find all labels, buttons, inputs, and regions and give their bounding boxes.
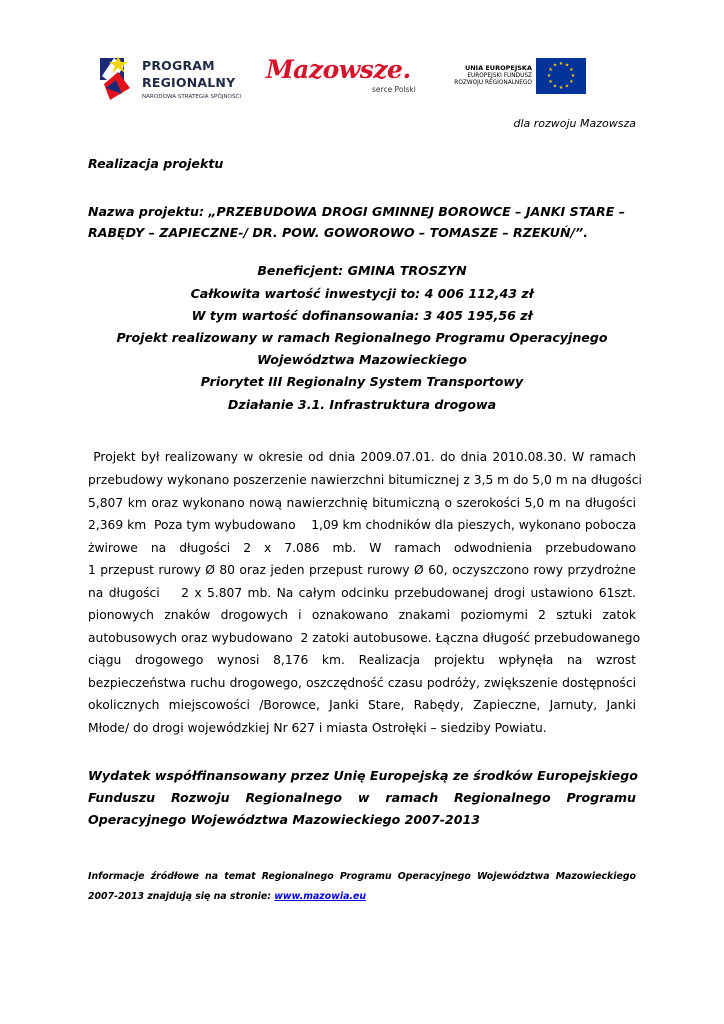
program-line: Projekt realizowany w ramach Regionalnego Programu Operacyjnego bbox=[116, 330, 608, 345]
body-line: na długości 2 x 5.807 mb. Na całym odcinku przebudowanej drogi ustawiono 61szt. bbox=[88, 586, 636, 600]
svg-text:★: ★ bbox=[564, 62, 570, 69]
body-line: 2,369 km Poza tym wybudowano 1,09 km chodników dla pieszych, wykonano pobocza bbox=[88, 518, 637, 532]
program-regionalny-emblem-icon bbox=[100, 54, 140, 104]
body-line: przebudowy wykonano poszerzenie nawierzchni bitumicznej z 3,5 m do 5,0 m na długości bbox=[88, 473, 642, 487]
beneficiary: Beneficjent: GMINA TROSZYN bbox=[257, 263, 467, 278]
measure-line: Działanie 3.1. Infrastruktura drogowa bbox=[227, 397, 497, 412]
svg-text:★: ★ bbox=[548, 67, 553, 73]
svg-text:★: ★ bbox=[569, 79, 574, 85]
svg-text:★: ★ bbox=[570, 73, 576, 79]
body-line: ciągu drogowego wynosi 8,176 km. Realizacja projektu wpłynęła na wzrost bbox=[88, 653, 636, 667]
body-line: okolicznych miejscowości /Borowce, Janki Stare, Rabędy, Zapieczne, Jarnuty, Janki bbox=[88, 698, 636, 712]
svg-text:★: ★ bbox=[564, 83, 570, 90]
eu-logo-line1: UNIA EUROPEJSKA bbox=[464, 64, 532, 72]
eu-logo-line2: EUROPEJSKI FUNDUSZ bbox=[467, 73, 532, 79]
project-name-line: Nazwa projektu: „PRZEBUDOWA DROGI GMINNEJ BOROWCE – JANKI STARE – bbox=[88, 204, 626, 219]
program-line: Województwa Mazowieckiego bbox=[257, 352, 467, 367]
program-logo-line1: PROGRAM bbox=[142, 58, 215, 73]
project-name-line: RABĘDY – ZAPIECZNE-/ DR. POW. GOWOROWO – TOMASZE – RZEKUŃ/”. bbox=[88, 225, 589, 240]
funding-statement-line: Funduszu Rozwoju Regionalnego w ramach Regionalnego Programu bbox=[88, 790, 636, 805]
body-line: Projekt był realizowany w okresie od dnia 2009.07.01. do dnia 2010.08.30. W ramach bbox=[88, 450, 636, 464]
svg-text:★: ★ bbox=[546, 73, 552, 79]
mazowsze-logo bbox=[266, 55, 436, 100]
mazowsze-logo-name: Mazowsze. bbox=[266, 55, 411, 84]
section-title: Realizacja projektu bbox=[88, 156, 224, 171]
program-logo-line3: NARODOWA STRATEGIA SPÓJNOŚCI bbox=[142, 94, 242, 100]
mazowsze-logo-tagline: serce Polski bbox=[372, 85, 416, 94]
body-line: 1 przepust rurowy Ø 80 oraz jeden przepust rurowy Ø 60, oczyszczono rowy przydrożne bbox=[88, 563, 636, 577]
eu-logo-line3: ROZWOJU REGIONALNEGO bbox=[454, 80, 532, 86]
mazowia-link[interactable]: www.mazowia.eu bbox=[274, 891, 366, 902]
svg-text:★: ★ bbox=[548, 79, 553, 85]
svg-text:★: ★ bbox=[552, 83, 558, 90]
body-line: autobusowych oraz wybudowano 2 zatoki autobusowe. Łączna długość przebudowanego bbox=[88, 631, 641, 645]
source-note-line bbox=[88, 891, 636, 902]
funding-statement-line: Wydatek współfinansowany przez Unię Europejską ze środków Europejskiego bbox=[88, 768, 638, 783]
svg-text:★: ★ bbox=[552, 62, 558, 69]
tagline: dla rozwoju Mazowsza bbox=[513, 117, 636, 130]
svg-text:★: ★ bbox=[558, 85, 564, 91]
body-line: 5,807 km oraz wykonano nową nawierzchnię bitumiczną o szerokości 5,0 m na długości bbox=[88, 496, 636, 510]
body-line: bezpieczeństwa ruchu drogowego, oszczędność czasu podróży, zwiększenie dostępności bbox=[88, 676, 636, 690]
svg-text:★: ★ bbox=[569, 67, 574, 73]
funding-statement-line: Operacyjnego Województwa Mazowieckiego 2007-2013 bbox=[88, 812, 480, 827]
total-value: Całkowita wartość inwestycji to: 4 006 112,43 zł bbox=[190, 286, 534, 301]
priority-line: Priorytet III Regionalny System Transportowy bbox=[200, 374, 524, 389]
eu-logo bbox=[452, 58, 587, 96]
eu-flag-icon bbox=[536, 58, 586, 94]
body-line: Młode/ do drogi wojewódzkiej Nr 627 i miasta Ostrołęki – siedziby Powiatu. bbox=[88, 721, 547, 735]
program-regionalny-logo bbox=[100, 54, 255, 106]
svg-text:★: ★ bbox=[558, 61, 564, 67]
source-note-prefix: 2007-2013 znajdują się na stronie: bbox=[88, 891, 275, 902]
co-financing-value: W tym wartość dofinansowania: 3 405 195,56 zł bbox=[191, 308, 533, 323]
source-note-line: Informacje źródłowe na temat Regionalnego Programu Operacyjnego Województwa Mazowieckiego bbox=[88, 871, 636, 882]
body-line: pionowych znaków drogowych i oznakowano znakami poziomymi 2 sztuki zatok bbox=[88, 608, 636, 622]
body-line: żwirowe na długości 2 x 7.086 mb. W ramach odwodnienia przebudowano bbox=[88, 541, 636, 555]
program-logo-line2: REGIONALNY bbox=[142, 75, 236, 90]
